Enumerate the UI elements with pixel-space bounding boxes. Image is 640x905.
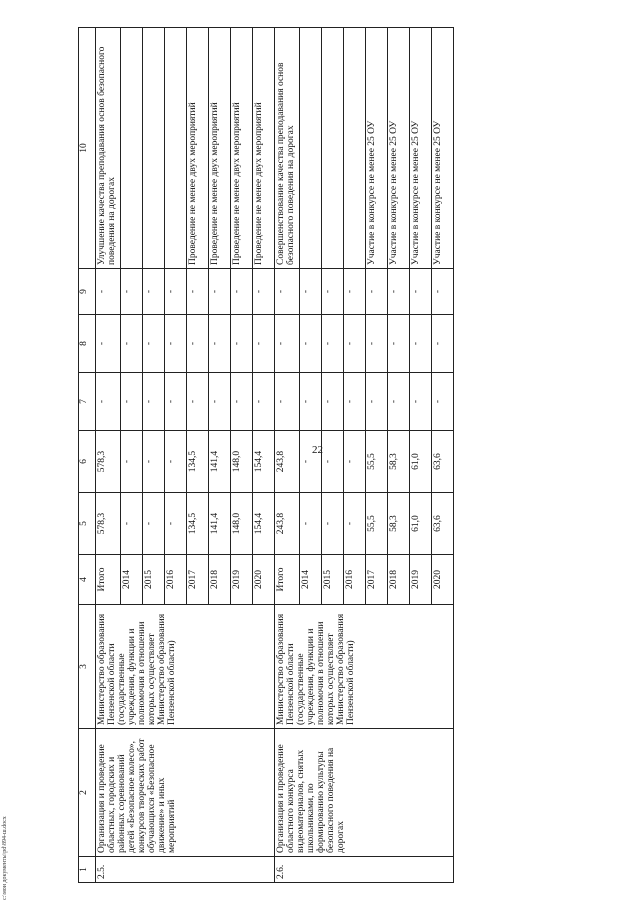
indicator-cell: Проведение не менее двух мероприятий [208, 28, 230, 269]
value-cell: - [164, 315, 186, 373]
indicator-cell [299, 28, 321, 269]
year-cell: 2015 [321, 555, 343, 605]
indicator-cell: Улучшение качества преподавания основ безопасного поведения на дорогах [96, 28, 121, 269]
column-header: 4 [79, 555, 96, 605]
value-cell: 134,5 [186, 493, 208, 555]
value-cell: - [365, 315, 387, 373]
value-cell: - [274, 373, 299, 431]
value-cell: - [230, 315, 252, 373]
value-cell: - [365, 269, 387, 315]
table-row [274, 28, 299, 883]
value-cell: - [343, 269, 365, 315]
header-row [79, 28, 96, 883]
value-cell: 148,0 [230, 493, 252, 555]
column-header: 6 [79, 431, 96, 493]
value-cell: - [409, 269, 431, 315]
indicator-cell [142, 28, 164, 269]
value-cell: - [186, 269, 208, 315]
year-cell: 2014 [120, 555, 142, 605]
rotated-table-container [78, 28, 598, 883]
table-body [79, 28, 454, 883]
year-cell: 2020 [431, 555, 453, 605]
measure-name: Организация и проведение областного конкурса видеоматериалов, снятых школьниками, по формированию культуры безопасного поведения на дорогах [274, 729, 453, 857]
indicator-cell: Участие в конкурсе не менее 25 ОУ [387, 28, 409, 269]
value-cell: - [120, 493, 142, 555]
value-cell: 243,8 [274, 493, 299, 555]
indicator-cell: Проведение не менее двух мероприятий [230, 28, 252, 269]
measure-name: Организация и проведение областных, городских и районных соревнований детей «Безопасное колесо», конкурсов творческих работ обучающихся «Безопасное движение» и иных мероприятий [96, 729, 275, 857]
value-cell: - [321, 269, 343, 315]
indicator-cell [164, 28, 186, 269]
value-cell: - [321, 431, 343, 493]
value-cell: - [431, 315, 453, 373]
value-cell: 58,3 [387, 493, 409, 555]
value-cell: - [142, 493, 164, 555]
value-cell: - [431, 373, 453, 431]
value-cell: 154,4 [252, 431, 274, 493]
value-cell: - [431, 269, 453, 315]
value-cell: 55,5 [365, 493, 387, 555]
page-number: 22 [312, 444, 323, 456]
value-cell: - [164, 493, 186, 555]
year-cell: Итого [96, 555, 121, 605]
value-cell: - [252, 269, 274, 315]
value-cell: - [299, 315, 321, 373]
indicator-cell: Совершенствование качества преподавания основ безопасного поведения на дорогах [274, 28, 299, 269]
value-cell: - [208, 269, 230, 315]
value-cell: - [164, 431, 186, 493]
value-cell: - [299, 373, 321, 431]
indicator-cell [120, 28, 142, 269]
landscape-table-area [78, 28, 598, 883]
value-cell: - [387, 269, 409, 315]
value-cell: - [299, 269, 321, 315]
value-cell: - [142, 269, 164, 315]
value-cell: - [164, 269, 186, 315]
measure-executor: Министерство образования Пензенской области (государственные учреждения, функции и полномочия в отношении которых осуществляет Министерство образования Пензенской области) [274, 605, 453, 729]
year-cell: 2020 [252, 555, 274, 605]
column-header: 5 [79, 493, 96, 555]
value-cell: - [343, 315, 365, 373]
value-cell: - [365, 373, 387, 431]
value-cell: - [387, 373, 409, 431]
value-cell: - [120, 373, 142, 431]
value-cell: - [321, 373, 343, 431]
column-header: 8 [79, 315, 96, 373]
value-cell: - [208, 315, 230, 373]
year-cell: 2017 [186, 555, 208, 605]
value-cell: - [230, 269, 252, 315]
value-cell: - [120, 315, 142, 373]
value-cell: - [299, 493, 321, 555]
value-cell: - [96, 269, 121, 315]
column-header: 9 [79, 269, 96, 315]
value-cell: - [164, 373, 186, 431]
value-cell: - [299, 431, 321, 493]
year-cell: Итого [274, 555, 299, 605]
value-cell: 154,4 [252, 493, 274, 555]
indicator-cell [321, 28, 343, 269]
footer-path-text: c:\мои документы\pd\894-ш.docx [2, 816, 8, 900]
value-cell: - [387, 315, 409, 373]
value-cell: 134,5 [186, 431, 208, 493]
value-cell: 61,0 [409, 493, 431, 555]
value-cell: - [343, 493, 365, 555]
indicator-cell: Проведение не менее двух мероприятий [252, 28, 274, 269]
value-cell: - [186, 373, 208, 431]
value-cell: 61,0 [409, 431, 431, 493]
value-cell: 58,3 [387, 431, 409, 493]
indicator-cell: Участие в конкурсе не менее 25 ОУ [365, 28, 387, 269]
value-cell: 55,5 [365, 431, 387, 493]
column-header: 3 [79, 605, 96, 729]
value-cell: 243,8 [274, 431, 299, 493]
value-cell: 578,3 [96, 493, 121, 555]
value-cell: - [409, 373, 431, 431]
value-cell: - [321, 493, 343, 555]
measure-number: 2.6. [274, 857, 453, 883]
value-cell: - [252, 315, 274, 373]
value-cell: - [186, 315, 208, 373]
column-header: 10 [79, 28, 96, 269]
table-row [96, 28, 121, 883]
value-cell: 578,3 [96, 431, 121, 493]
value-cell: - [409, 315, 431, 373]
program-measures-table [78, 27, 454, 883]
value-cell: - [343, 373, 365, 431]
value-cell: - [274, 315, 299, 373]
value-cell: - [96, 315, 121, 373]
indicator-cell: Участие в конкурсе не менее 25 ОУ [409, 28, 431, 269]
year-cell: 2015 [142, 555, 164, 605]
indicator-cell: Проведение не менее двух мероприятий [186, 28, 208, 269]
year-cell: 2019 [409, 555, 431, 605]
value-cell: 148,0 [230, 431, 252, 493]
value-cell: 63,6 [431, 431, 453, 493]
column-header: 7 [79, 373, 96, 431]
column-header: 1 [79, 857, 96, 883]
year-cell: 2018 [387, 555, 409, 605]
value-cell: - [142, 431, 164, 493]
value-cell: - [142, 315, 164, 373]
column-header: 2 [79, 729, 96, 857]
value-cell: - [208, 373, 230, 431]
year-cell: 2017 [365, 555, 387, 605]
value-cell: - [321, 315, 343, 373]
year-cell: 2016 [343, 555, 365, 605]
value-cell: - [343, 431, 365, 493]
value-cell: - [120, 269, 142, 315]
measure-number: 2.5. [96, 857, 275, 883]
value-cell: - [274, 269, 299, 315]
value-cell: - [120, 431, 142, 493]
value-cell: 63,6 [431, 493, 453, 555]
value-cell: 141,4 [208, 493, 230, 555]
indicator-cell [343, 28, 365, 269]
value-cell: 141,4 [208, 431, 230, 493]
value-cell: - [230, 373, 252, 431]
year-cell: 2019 [230, 555, 252, 605]
indicator-cell: Участие в конкурсе не менее 25 ОУ [431, 28, 453, 269]
value-cell: - [252, 373, 274, 431]
value-cell: - [96, 373, 121, 431]
value-cell: - [142, 373, 164, 431]
year-cell: 2014 [299, 555, 321, 605]
year-cell: 2016 [164, 555, 186, 605]
measure-executor: Министерство образования Пензенской области (государственные учреждения, функции и полномочия в отношении которых осуществляет Министерство образования Пензенской области) [96, 605, 275, 729]
year-cell: 2018 [208, 555, 230, 605]
